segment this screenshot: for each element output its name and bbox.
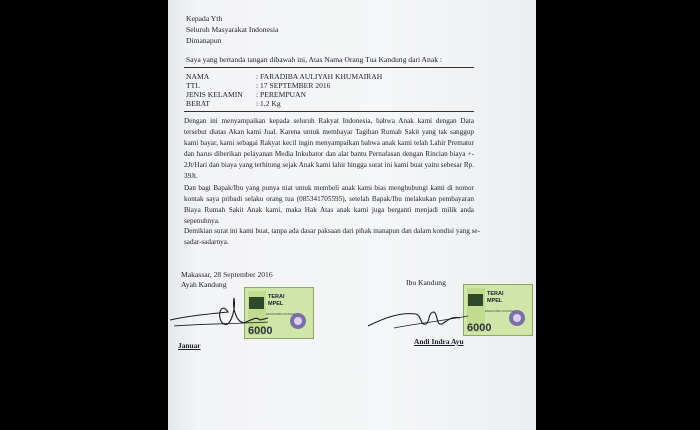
- child-ttl-row: [186, 81, 330, 90]
- father-signature: [168, 290, 278, 340]
- stamp-amount: 6000: [467, 322, 492, 334]
- child-name-row: [186, 72, 382, 81]
- paragraph-1: Dengan ini menyampaikan kepada seluruh Rakyat Indonesia, bahwa Anak kami dengan Data tersebut diatas Akan kami Jual. Karena untuk membayar Tagihan Rumah Sakit yang tak sanggup kami bayar, kami sebagai Rakyat kecil ingin menyampaikan bahwa anak kami telah Lahir Prematur dan harus diberikan pelayanan Media Inkubator dan alat bantu Pernafasan dengan Rincian biaya +- 2Jt/Hari dan biaya yang terhitung sejak Anak kami lahir hingga surat ini kami buat yaitu sebesar Rp. 39Jt.: [184, 117, 474, 180]
- paragraph-2: Dan bagi Bapak/Ibu yang punya niat untuk membeli anak kami bias menghubungi kami di nomor kontak saya pribadi selaku orang tua (085341705595), setelah Bapak/Ibu melakukan pembayaran Biaya Rumah Sakit Anak kami, maka Hak Atas anak kami juga berganti menjadi milik anda sepenuhnya.: [184, 184, 474, 225]
- stamp-amount: 6000: [248, 325, 273, 337]
- bottom-rule: [184, 111, 474, 112]
- father-name: Januar: [178, 341, 201, 350]
- address-line-3: Dimanapun: [186, 36, 222, 45]
- stamp-small-text: ENAM RIBU RUPIAH: [485, 309, 514, 313]
- mother-label: Ibu Kandung: [406, 278, 446, 287]
- top-rule: [184, 67, 474, 68]
- stamp-text-1: TERAI: [487, 291, 504, 297]
- paragraph-3: Demikian surat ini kami buat, tanpa ada dasar paksaan dari pihak manapun dan dalam kondisi yang se-sadar-sadarnya.: [184, 227, 480, 246]
- child-gender-label: JENIS KELAMIN: [186, 90, 243, 99]
- child-name-value: : FARADIBA AULIYAH KHUMAIRAH: [256, 72, 383, 81]
- place-date: Makassar, 28 September 2016: [181, 270, 273, 279]
- address-line-2: Seluruh Masyarakat Indonesia: [186, 25, 279, 34]
- child-ttl-label: TTL: [186, 81, 200, 90]
- intro-text: Saya yang bertanda tangan dibawah ini, Atas Nama Orang Tua Kandung dari Anak :: [186, 55, 443, 64]
- stamp-small-text: ENAM RIBU RUPIAH: [266, 312, 295, 316]
- child-name-label: NAMA: [186, 72, 210, 81]
- father-label: Ayah Kandung: [181, 280, 227, 289]
- child-weight-value: : 1,2 Kg: [256, 99, 281, 108]
- child-gender-value: : PEREMPUAN: [256, 90, 307, 99]
- stamp-text-2: MPEL: [268, 301, 284, 307]
- stamp-text-2: MPEL: [487, 298, 503, 304]
- child-ttl-value: : 17 SEPTEMBER 2016: [256, 81, 331, 90]
- child-weight-label: BERAT: [186, 99, 211, 108]
- address-line-1: Kepada Yth: [186, 14, 223, 23]
- child-gender-row: [186, 90, 306, 99]
- letter-page: [168, 0, 536, 430]
- stamp-text-1: TERAI: [268, 294, 285, 300]
- mother-name: Andi Indra Ayu: [414, 337, 464, 346]
- child-weight-row: [186, 99, 281, 108]
